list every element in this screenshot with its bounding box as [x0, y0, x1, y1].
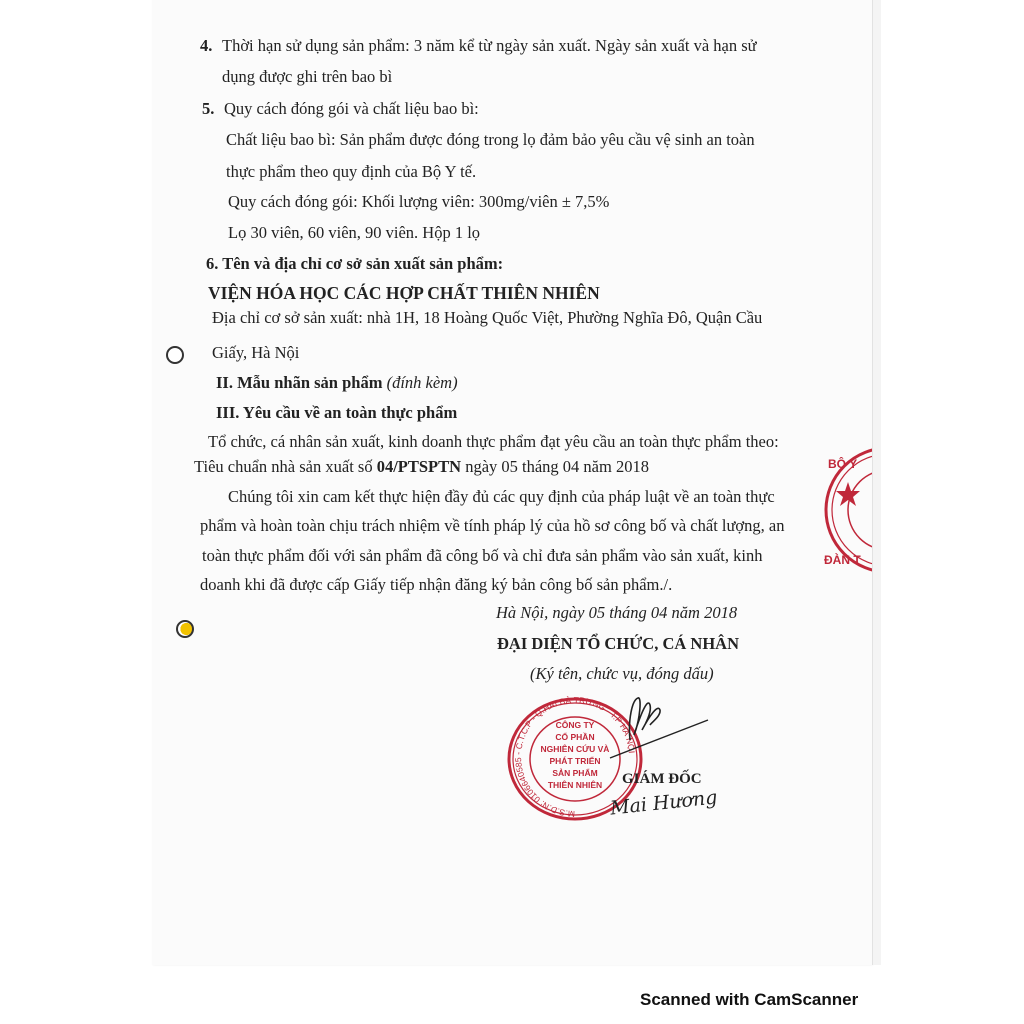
- place-date: Hà Nội, ngày 05 tháng 04 năm 2018: [496, 603, 738, 622]
- section2-heading: II. Mẫu nhãn sản phẩm: [216, 373, 383, 392]
- commitment-line4: doanh khi đã được cấp Giấy tiếp nhận đăng ký bản công bố sản phẩm./.: [200, 575, 673, 594]
- punch-hole-icon: [166, 346, 184, 364]
- commitment-line3: toàn thực phẩm đối với sản phẩm đã công bố và chỉ đưa sản phẩm vào sản xuất, kinh: [202, 546, 763, 565]
- standard-code: 04/PTSPTN: [376, 457, 462, 476]
- material-line1: Chất liệu bao bì: Sản phẩm được đóng trong lọ đảm bảo yêu cầu vệ sinh an toàn: [226, 130, 755, 149]
- material-line2: thực phẩm theo quy định của Bộ Y tế.: [226, 162, 477, 181]
- section3-line1: Tổ chức, cá nhân sản xuất, kinh doanh thực phẩm đạt yêu cầu an toàn thực phẩm theo:: [208, 432, 779, 451]
- standard-date: ngày 05 tháng 04 năm 2018: [465, 457, 649, 476]
- ministry-seal-icon: [818, 440, 872, 580]
- seal-line: CÔNG TY: [555, 720, 595, 730]
- standard-prefix: Tiêu chuẩn nhà sản xuất số: [194, 457, 373, 476]
- seal-line: PHÁT TRIỂN: [549, 756, 601, 766]
- signature-title: ĐẠI DIỆN TỔ CHỨC, CÁ NHÂN: [497, 634, 740, 653]
- signer-role: GIÁM ĐỐC: [622, 771, 702, 787]
- item-number: 4.: [200, 36, 213, 55]
- packing-line1: Quy cách đóng gói: Khối lượng viên: 300mg/viên ± 7,5%: [228, 192, 610, 211]
- seal-ring-text: M.S.D.N: 0106640585 - C.T.C.P - Q.HAI BÀ TRƯNG - T.P HÀ NỘI: [513, 694, 637, 820]
- seal-line: NGHIÊN CỨU VÀ: [540, 744, 610, 754]
- item4-line2: dụng được ghi trên bao bì: [222, 67, 393, 86]
- standard-line: [194, 459, 649, 476]
- punch-hole-icon: [176, 620, 194, 638]
- section2-note: (đính kèm): [386, 373, 458, 392]
- item6-heading: 6. Tên và địa chỉ cơ sở sản xuất sản phẩm:: [206, 254, 504, 273]
- ministry-seal-bottom: ĐÀN T: [824, 553, 861, 567]
- commitment-line1: Chúng tôi xin cam kết thực hiện đầy đủ các quy định của pháp luật về an toàn thực: [228, 487, 775, 506]
- signature-instruction: (Ký tên, chức vụ, đóng dấu): [530, 664, 714, 683]
- section3-heading: III. Yêu cầu về an toàn thực phẩm: [216, 403, 458, 422]
- signature-scribble-icon: [590, 690, 730, 770]
- seal-line: SẢN PHẨM: [552, 768, 598, 778]
- item-number: 5.: [202, 99, 215, 118]
- section2-heading-row: [216, 375, 458, 392]
- commitment-line2: phẩm và hoàn toàn chịu trách nhiệm về tính pháp lý của hồ sơ công bố và chất lượng, an: [200, 516, 785, 535]
- scanner-watermark: Scanned with CamScanner: [640, 990, 859, 1009]
- seal-line: CỔ PHẦN: [555, 732, 595, 742]
- seal-line: THIÊN NHIÊN: [547, 780, 603, 790]
- signer-name: Mai Hương: [609, 786, 719, 820]
- page-edge: [872, 0, 881, 965]
- address-line1: Địa chỉ cơ sở sản xuất: nhà 1H, 18 Hoàng Quốc Việt, Phường Nghĩa Đô, Quận Cầu: [212, 308, 763, 327]
- packing-line2: Lọ 30 viên, 60 viên, 90 viên. Hộp 1 lọ: [228, 223, 481, 242]
- item4-line1: Thời hạn sử dụng sản phẩm: 3 năm kể từ ngày sản xuất. Ngày sản xuất và hạn sử: [222, 36, 757, 55]
- item5-title: Quy cách đóng gói và chất liệu bao bì:: [224, 99, 479, 118]
- address-line2: Giấy, Hà Nội: [212, 343, 300, 362]
- ministry-seal-top: BỘ Y: [828, 457, 858, 471]
- organization-name: VIỆN HÓA HỌC CÁC HỢP CHẤT THIÊN NHIÊN: [208, 283, 600, 303]
